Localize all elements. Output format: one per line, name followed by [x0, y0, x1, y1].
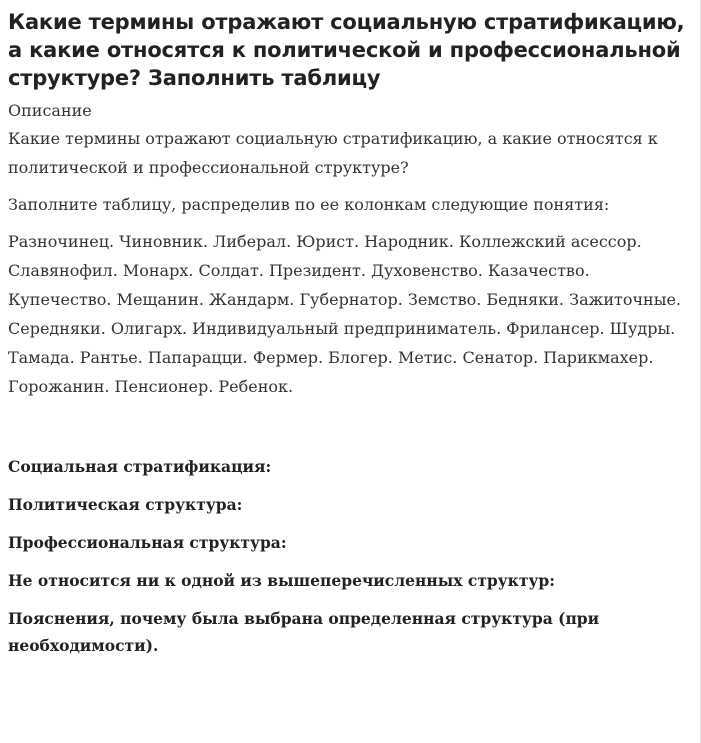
field-political-structure: Политическая структура:: [8, 495, 243, 514]
field-none-of-the-above: Не относится ни к одной из вышеперечисленных структур:: [8, 571, 555, 590]
field-explanations: Пояснения, почему была выбрана определенная структура (при необходимости).: [8, 609, 600, 655]
answer-fields: [8, 453, 688, 659]
description-question: Какие термины отражают социальную стратификацию, а какие относятся к политической и профессиональной структуре?: [8, 129, 658, 177]
terms-list: Разночинец. Чиновник. Либерал. Юрист. Народник. Коллежский асессор. Славянофил. Монарх. Солдат. Президент. Духовенство. Казачество. Купечество. Мещанин. Жандарм. Губернатор. Земство. Бедняки. Зажиточные. Середняки. Олигарх. Индивидуальный предприниматель. Фрилансер. Шудры. Тамада. Рантье. Папарацци. Фермер. Блогер. Метис. Сенатор. Парикмахер. Горожанин. Пенсионер. Ребенок.: [8, 232, 681, 396]
field-professional-structure: Профессиональная структура:: [8, 533, 287, 552]
description-instruction: Заполните таблицу, распределив по ее колонкам следующие понятия:: [8, 195, 610, 214]
page-title: Какие термины отражают социальную стратификацию, а какие относятся к политической и профессиональной структуре? Заполнить таблицу: [8, 10, 685, 90]
description-label: Описание: [8, 101, 92, 120]
field-social-stratification: Социальная стратификация:: [8, 457, 272, 476]
